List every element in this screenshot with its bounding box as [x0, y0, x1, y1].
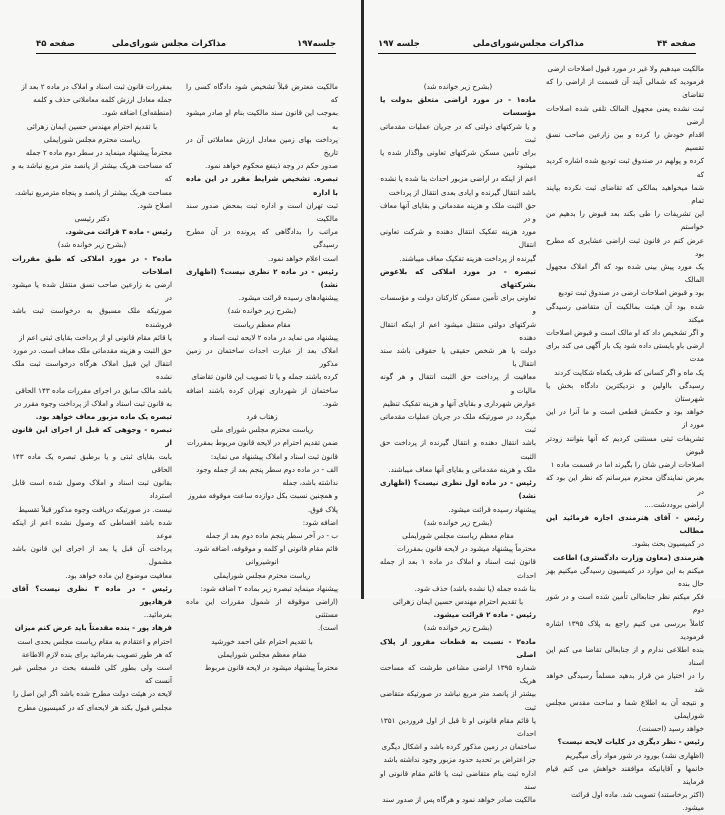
- text-line: که هر طور تصویب بفرمائید برای بنده لازم الاطاعة: [21, 649, 172, 659]
- text-line: اداره ثبت بنام متقاضی ثبت یا قائم مقام قانونی او سند: [380, 768, 536, 791]
- right-page-title: مذاکرات مجلس‌شورای‌ملی: [472, 39, 584, 49]
- text-line: کرده و پولهم در صندوق ثبت تودیع شده اشاره کردید که: [546, 156, 704, 179]
- text-line: یا قائم مقام قانونی او تا قبل از اول فروردین ۱۳۵۱ احداث: [380, 715, 536, 738]
- text-line: ریاست محترم مجلس شورای ملی: [210, 425, 314, 435]
- text-line: میکنم به این موارد در کمیسیون رسیدگی میکنیم بهر حال بنده: [546, 565, 704, 588]
- text-line: عرض کنم در قانون ثبت اراضی عشایری که مطرح بود: [546, 235, 704, 258]
- text-line: باشد انتقال گیرنده و ایادی بعدی انتقال از پرداخت: [388, 187, 536, 197]
- text-line: قانون ثبت اسناد و املاک پیشنهاد می نماید:: [210, 451, 338, 461]
- text-line: فرهاد پور - بنده مقدمتاً باید عرض کنم میزان: [14, 623, 172, 633]
- text-line: و همچنین نسبت بکل دوازده ساعت موقوفه مفروز: [188, 491, 338, 501]
- text-line: رئیس - در ماده اول نظری نیست؟ (اظهاری نشد): [380, 478, 536, 501]
- text-line: تبصره. تشخیص شرایط مقرر در این ماده با اداره: [186, 174, 338, 197]
- text-line: مالکیت معترض قبلاً تشخیص شود دادگاه کسی را که: [186, 82, 338, 105]
- text-line: به قانون ثبت اسناد و املاک از پرداخت وجوه مقرر در: [14, 398, 172, 408]
- text-line: پیشنهاد می نماید در ماده ۲ لایحه ثبت اسناد و: [203, 332, 338, 342]
- text-line: تبصره یک ماده مزبور معاف خواهد بود.: [35, 412, 172, 422]
- text-line: (بشرح زیر خوانده شد): [57, 240, 127, 250]
- text-line: و نتیجه آن به اطلاع شما و ساحت مقدس مجلس شورایملی: [546, 697, 704, 720]
- text-line: در کمیسیون بحث بشود.: [631, 539, 704, 549]
- left-page: [0, 0, 362, 712]
- text-line: قانون ثبت اسناد و املاک در ماده ۱ بعد از جمله احداث: [380, 557, 536, 580]
- text-line: معافیت موضوع این ماده خواهد بود.: [65, 570, 172, 580]
- text-line: پیشنهاد مینماید تبصره زیر بماده ۲ اضافه شود:: [200, 583, 338, 593]
- text-line: مقام معظم ریاست: [233, 319, 291, 329]
- text-line: مقام معظم مجلس شورایملی: [217, 649, 307, 659]
- text-line: (منطقه‌ای) اضافه شود.: [101, 108, 172, 118]
- text-line: شده بود آن هیئت بمالکیت آن متقاضی رسیدگی میکند: [546, 301, 704, 324]
- text-line: ارضی باو بایستی داده شود یک بار آگهی می کند برای مدت: [546, 341, 704, 364]
- text-line: شرکتهای دولتی منتقل میشود اعم از اینکه انتقال دهنده: [380, 319, 536, 342]
- text-line: (اراضی موقوفه از شمول مقررات این ماده مستثنی: [186, 596, 338, 620]
- text-line: اصلاحات ارضی شان را بگیرند اما در قسمت ماده ۱: [550, 460, 704, 470]
- text-line: ضمن تقدیم احترام در لایحه قانون مربوط بمقررات: [187, 438, 338, 448]
- text-line: خواهد رسید (احسنت).: [636, 724, 704, 734]
- text-line: املاک بعد از عبارت احداث ساختمان در زمین مذکور: [186, 346, 338, 369]
- text-line: اعم از اینکه در اراضی مزبور احداث بنا شده یا نشده: [380, 174, 536, 184]
- text-line: را در اختیار من قرار بدهید مسلماً رسیدگی خواهد شد: [546, 671, 704, 694]
- text-line: بفرمائید..: [143, 610, 172, 620]
- text-line: میشود.: [682, 803, 704, 813]
- text-line: ساختمان از شهرداری تهران کرده باشند اضافه شود.: [186, 385, 338, 408]
- text-line: مقام معظم ریاست مجلس شورایملی: [402, 530, 514, 540]
- left-page-number: صفحه ۴۵: [36, 39, 75, 49]
- text-line: عوارض شهرداری و بقایای آنها و هزینه تفکیک تنظیم: [382, 398, 536, 408]
- text-line: مساحت هریک بیشتر از پانصد و پنجاه مترمربع نباشد،: [14, 187, 172, 197]
- text-line: ریاست محترم مجلس شورایملی: [213, 570, 311, 580]
- text-line: نداشته باشد، جمله: [282, 478, 338, 488]
- text-line: اصلاح شود.: [137, 200, 172, 210]
- text-line: با تقدیم احترام علی احمد خورشید: [211, 636, 313, 646]
- text-line: رئیس - آقای هنرمندی اجازه فرمائید این مطالب: [546, 512, 704, 536]
- text-line: این تشریفات را طی بکند بعد قبوض را بدهیم من خواستم: [546, 209, 704, 232]
- text-line: شماره ۱۳۹۵ اراضی مشاعی طرشت که مساحت هریک: [380, 662, 536, 686]
- text-line: بود و قبوض اصلاحات ارضی در صندوق ثبت تودیع: [558, 288, 704, 298]
- right-page: [364, 0, 725, 813]
- text-line: پیشنهاد رسیده قرائت میشود.: [448, 504, 536, 514]
- text-line: بقانون ثبت اسناد و املاک وصول شده است قابل استرداد: [12, 478, 172, 501]
- text-line: رسیدگی بااولین و نزدیکترین دادگاه بخش یا شهرستان: [546, 380, 704, 404]
- text-line: نیست. در صورتیکه دریافت وجوه مذکور قبلاً تقسیط: [18, 504, 172, 514]
- text-line: مالکیت میدهیم ولا غیر در مورد قبول اصلاحات ارضی: [547, 64, 704, 73]
- text-line: فرمودید که شمالی آیند آن قسمت از اراضی را که تقاضای: [546, 77, 704, 100]
- text-line: یک ماه و اگر کسانی که طرف یکماه شکایت کردند: [554, 367, 704, 377]
- right-page-header: [378, 37, 696, 54]
- text-line: بنده اطلاعی ندارم و از جنابعالی تقاضا می کنم این اسناد: [546, 644, 704, 668]
- text-line: پرداخت آن قبل یا بعد از اجرای این قانون باشد مشمول: [12, 544, 172, 567]
- text-line: ریاست محترم مجلس شورایملی: [43, 134, 141, 144]
- text-line: (اظهاری نشد) بورود در شور مواد رأی میگیریم: [565, 750, 704, 760]
- text-line: محترماً پیشنهاد مینماید در سطر دوم ماده ۲ جمله: [25, 148, 172, 158]
- text-line: محترماً پیشنهاد میشود در لایحه قانون مربوط: [204, 662, 338, 672]
- text-line: خانمها و آقایانیکه موافقند خواهش می کنم قیام فرمایند: [546, 763, 704, 786]
- text-line: فکر میکنم نظر جنابعالی تأمین شده است و در شور دوم: [546, 592, 704, 615]
- right-page-right-column: [546, 62, 704, 815]
- text-line: مالکیت صادر خواهد نمود و هرگاه پس از صدور سند: [382, 794, 536, 804]
- text-line: با تقدیم احترام مهندس حسین ایمان زهرائی: [26, 121, 158, 131]
- text-line: که مساحت هریک بیشتر از پانصد متر مربع نباشد به و که: [12, 161, 172, 184]
- text-line: جمله معادل ارزش کلمه معاملاتی حذف و کلمه: [33, 95, 172, 105]
- text-line: اقدام خودش را کرده و بین زارعین صاحب نسق تقسیم: [546, 130, 704, 153]
- right-page-left-column: [380, 80, 536, 806]
- text-line: ثبت تهران است و اداره ثبت بمحض صدور سند مالکیت: [186, 200, 338, 224]
- text-line: رئیس - در ماده ۲ نظری نیست؟ (اظهاری نشد): [186, 266, 338, 290]
- text-line: ماده۳ - در مورد املاکی که طبق مقررات اصلاحات: [12, 253, 172, 276]
- text-line: لایحه در هیئت دولت مطرح شده باشد اگر این اصل را: [13, 689, 172, 699]
- text-line: حق الثبت و هزینه مقدماتی ملک معاف است. در مورد: [12, 346, 172, 356]
- text-line: (بشرح زیر خوانده شد): [423, 623, 493, 633]
- text-line: بمقررات قانون ثبت اسناد و املاک در ماده ۲ بعد از: [21, 82, 172, 91]
- text-line: تبصره - در مورد املاکی که بلاعوض بشرکتهای: [380, 266, 536, 290]
- text-line: اضافه شود:: [302, 517, 338, 527]
- text-line: مجلس قبول بکند هر لایحه‌ای که در کمیسیون مطرح: [17, 702, 172, 712]
- text-line: بموجب این قانون سند مالکیت بنام او صادر میشود به: [186, 108, 338, 131]
- text-line: (بشرح زیر خوانده شد): [423, 517, 493, 527]
- text-line: الف - در ماده دوم سطر پنجم بعد از جمله وجود: [196, 464, 338, 474]
- text-line: و یا شرکتهای دولتی که در جریان عملیات مقدماتی ثبت: [380, 121, 536, 144]
- text-line: (بشرح زیر خوانده شد): [423, 82, 493, 91]
- text-line: برای تأمین مسکن شرکتهای تعاونی واگذار شده یا میشود: [380, 148, 536, 171]
- text-line: ماده۲ - نسبت به قطعات مفروز از پلاک اصلی: [380, 636, 536, 659]
- left-page-header: [36, 37, 336, 54]
- text-line: شما میخواهید بمالکی که تقاضای ثبت نکرده بپایند تمام: [546, 182, 704, 206]
- text-line: رئیس - ماده ۳ قرائت می‌شود.: [65, 227, 172, 237]
- text-line: میگردد در صورتیکه ملک در جریان عملیات مقدماتی ثبت: [380, 412, 536, 435]
- text-line: است اعلام خواهد نمود.: [267, 253, 338, 263]
- text-line: ارضی به زارعین صاحب نسق منتقل شده یا میشود در: [12, 280, 172, 303]
- left-page-title: مذاکرات مجلس شورای‌ملی: [111, 39, 226, 49]
- text-line: پلاک فوق.: [307, 504, 338, 514]
- left-page-right-column: [186, 80, 338, 674]
- text-line: انتقال این قبیل املاک هرگاه درخواست ثبت ملک نشده: [12, 359, 172, 382]
- text-line: شده باشد اقساطی که وصول نشده اعم از اینکه موعد: [12, 517, 172, 540]
- text-line: هنرمندی (معاون وزارت دادگستری) اطاعت: [552, 552, 704, 562]
- text-line: اراضی بروددشت....: [644, 499, 704, 509]
- text-line: زهتاب فرد: [246, 412, 278, 422]
- text-line: یا قائم مقام قانونی او از پرداخت بقایای ثبتی اعم از: [18, 332, 172, 342]
- text-line: بیشتر از پانصد متر مربع نباشد در صورتیکه متقاضی ثبت: [380, 689, 536, 712]
- text-line: ساختمان در زمین مذکور کرده باشد و اشکال دیگری: [381, 742, 536, 752]
- text-line: بنا شده جمله (یا نشده باشد) حذف شود.: [414, 583, 536, 593]
- text-line: تعاونی برای تأمین مسکن کارکنان دولت و مؤسسات و: [380, 293, 536, 316]
- text-line: و اگر تشخیص داد که او مالک است و قبوض اصلاحات: [546, 328, 704, 338]
- text-line: باشد انتقال دهنده و انتقال گیرنده از پرداخت حق الثبت: [380, 438, 536, 461]
- text-line: رئیس - ماده ۲ قرائت میشود.: [433, 610, 536, 620]
- text-line: رئیس - نظر دیگری در کلیات لایحه نیست؟: [557, 737, 704, 747]
- text-line: گیرنده از پرداخت هزینه تفکیک معاف میباشند.: [399, 253, 536, 263]
- text-line: احترام و اعتقادم به مقام ریاست مجلس بحدی است: [17, 636, 172, 646]
- text-line: انوشیروانی: [245, 557, 279, 567]
- text-line: ثبت نشده یعنی مجهول المالک تلقی شده اصلاحات ارضی: [546, 103, 704, 126]
- text-line: رئیس - در ماده ۳ نظری نیست؟ آقای فرهادپور: [12, 583, 172, 606]
- text-line: تشریفات ثبتی مستثنی کردیم که آنها بتوانند زودتر قبوض: [546, 433, 704, 456]
- text-line: معافیت از پرداخت حق الثبت انتقال و هر گونه مالیات و: [380, 372, 536, 395]
- text-line: یک مورد پیش بینی شده بود که اگر املاک مجهول المالک: [546, 262, 704, 285]
- text-line: ب - در آخر سطر پنجم ماده دوم بعد از جمله: [205, 530, 338, 540]
- text-line: پیشنهادهای رسیده قرائت میشود.: [238, 293, 338, 303]
- text-line: کاملاً بررسی می کنیم راجع به پلاک ۱۳۹۵ اشاره فرمودید: [546, 618, 705, 641]
- text-line: (بشرح زیر خوانده شد): [227, 306, 297, 316]
- left-page-session: جلسه۱۹۷: [297, 39, 336, 49]
- text-line: است ولی بطور کلی فلسفه بحث در مجلس غیر آنست که: [12, 662, 172, 686]
- text-line: پرداخت بهای زمین معادل ارزش معاملاتی آن در تاریخ: [186, 134, 338, 158]
- text-line: مراتب را بدادگاهی که پرونده در آن مطرح رسیدگی: [186, 227, 338, 250]
- text-line: بعرض نمایندگان محترم میرسانم که نظر این بود که در: [546, 473, 704, 496]
- text-line: دکتر رئیسی: [74, 214, 110, 224]
- text-line: حق الثبت ملک و هزینه مقدماتی و بقایای آنها معاف و در: [380, 200, 536, 224]
- text-line: بابت بقایای ثبتی و یا برطبق تبصره یک ماده ۱۴۳ الحاقی: [12, 451, 172, 474]
- text-line: باشد مالک سابق در اجرای مقررات ماده ۱۴۳ الحاقی: [15, 385, 172, 395]
- right-page-number: صفحه ۴۴: [657, 39, 696, 49]
- text-line: قائم مقام قانونی او کلمه و موقوفه، اضافه شود.: [193, 544, 338, 554]
- text-line: (اکثر برخاستند) تصویب شد. ماده اول قرائت: [571, 790, 704, 800]
- text-line: صدور حکم در وجه ذینفع محکوم خواهد نمود.: [205, 161, 338, 171]
- text-line: مورد هزینه تفکیک انتقال دهنده و شرکت تعاونی انتقال: [380, 227, 536, 250]
- text-line: ملک و هزینه مقدماتی و بقایای آنها معاف میباشند.: [388, 464, 536, 474]
- left-page-left-column: [12, 80, 172, 714]
- text-line: ماده۱ - در مورد اراضی متعلق بدولت یا مؤسسات: [380, 95, 536, 118]
- text-line: خواهد بود و حکمش قطعی است و ما آنرا در این مورد از: [546, 407, 704, 430]
- text-line: است).: [317, 623, 338, 633]
- text-line: دولت یا هر شخص حقیقی یا حقوقی باشد سند انتقال با: [380, 346, 536, 369]
- right-page-session: جلسه ۱۹۷: [378, 39, 420, 49]
- text-line: تبصره - وجوهی که قبل از اجرای این قانون از: [12, 425, 172, 448]
- text-line: جز اعتراض بر تحدید حدود مزبور وجود نداشته باشد: [383, 755, 536, 765]
- text-line: با تقدیم احترام مهندس حسین ایمان زهرائی: [392, 596, 524, 606]
- text-line: صورتیکه ملک مسبوق به درخواست ثبت باشد فروشنده: [12, 306, 172, 329]
- text-line: محترماً پیشنهاد میشود در لایحه قانون بمقررات: [396, 544, 536, 554]
- text-line: کرده باشند جمله و یا تا تصویب این قانون تقاضای: [191, 372, 338, 382]
